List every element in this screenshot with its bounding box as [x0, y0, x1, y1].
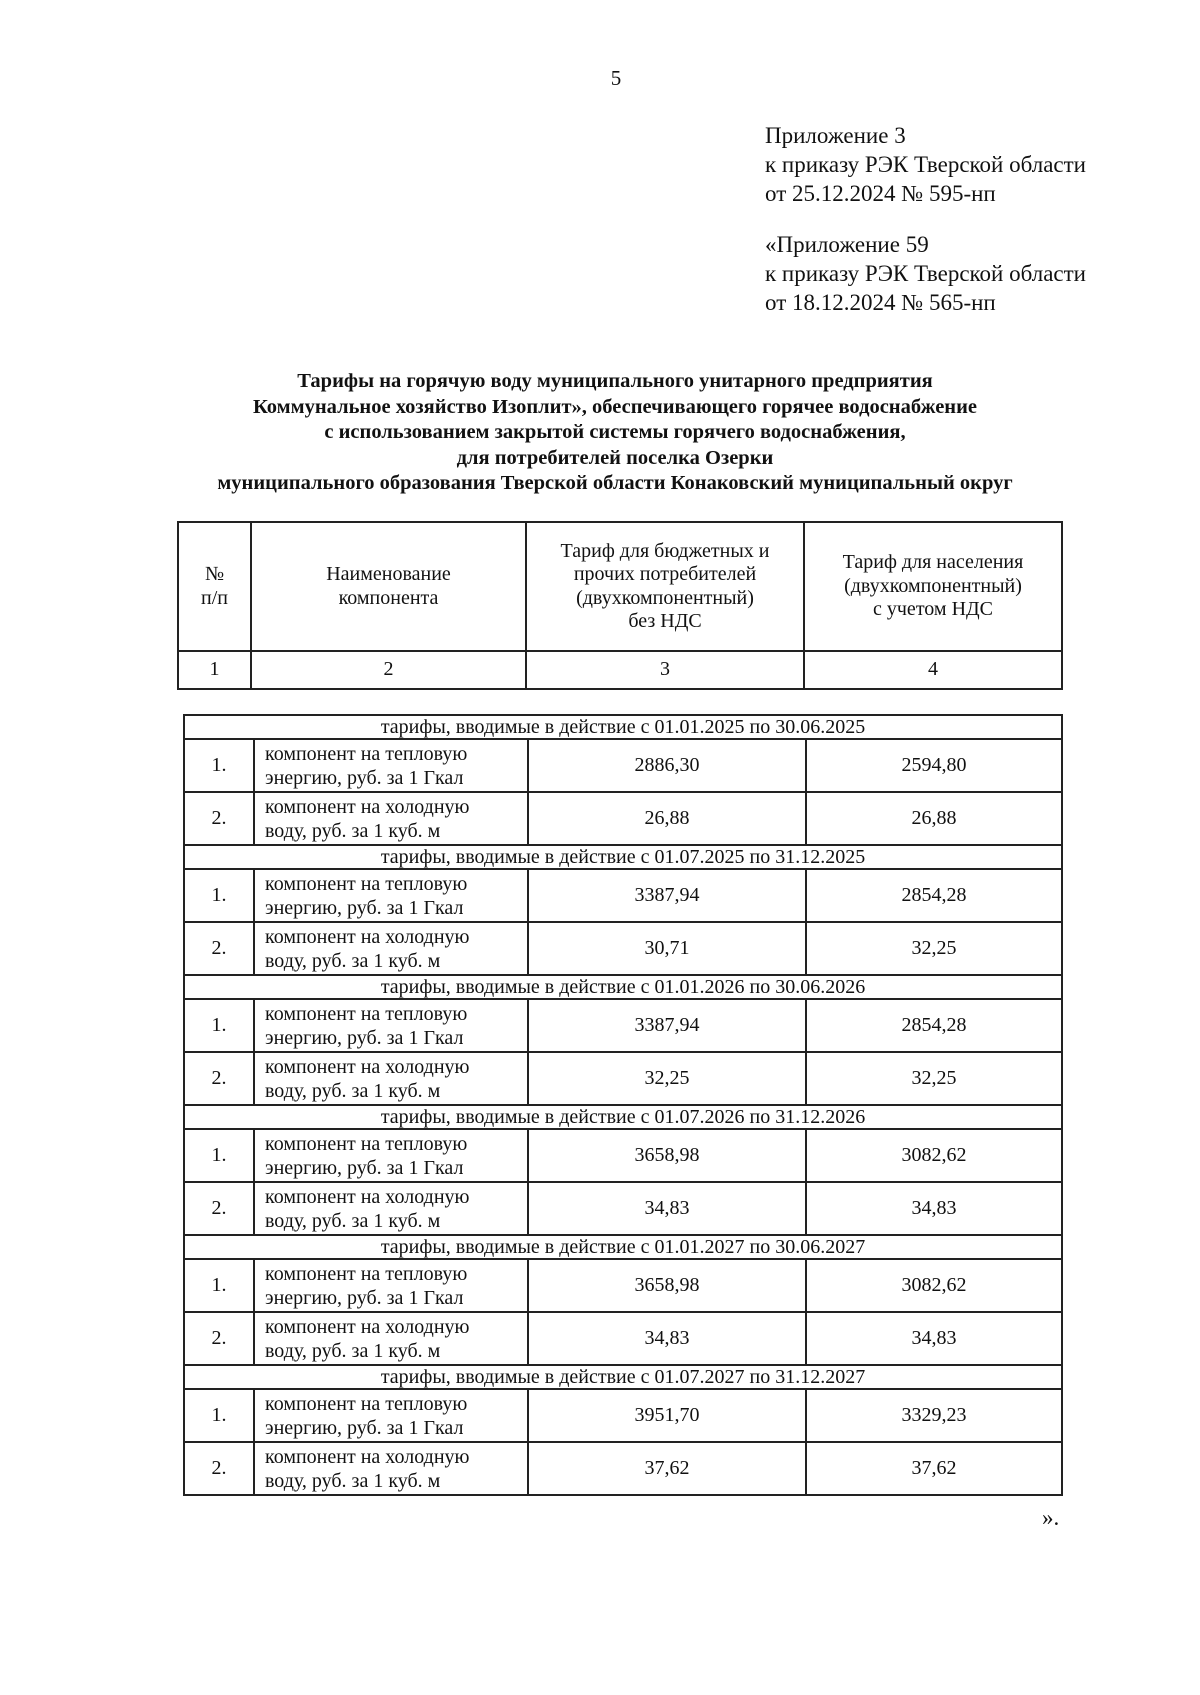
component-name-line: компонент на тепловую — [265, 1132, 468, 1155]
component-name-line: энергию, руб. за 1 Гкал — [265, 1286, 464, 1309]
period-label: тарифы, вводимые в действие с 01.07.2027 по 31.12.2027 — [184, 1365, 1062, 1389]
component-name — [254, 1052, 528, 1105]
header-text: прочих потребителей — [573, 563, 757, 585]
row-number: 1. — [184, 1129, 254, 1182]
table-row — [184, 1182, 1062, 1235]
row-number: 1. — [184, 1389, 254, 1442]
period-row — [184, 715, 1062, 739]
period-row — [184, 1235, 1062, 1259]
component-name — [254, 1389, 528, 1442]
period-label: тарифы, вводимые в действие с 01.07.2025 по 31.12.2025 — [184, 845, 1062, 869]
component-name-line: воду, руб. за 1 куб. м — [265, 1469, 441, 1492]
annex-title: «Приложение 59 — [765, 232, 929, 257]
component-name-line: компонент на тепловую — [265, 1262, 468, 1285]
row-number: 2. — [184, 1052, 254, 1105]
budget-tariff-value: 3951,70 — [528, 1389, 806, 1442]
component-name-line: воду, руб. за 1 куб. м — [265, 1339, 441, 1362]
population-tariff-value: 34,83 — [806, 1182, 1062, 1235]
column-number: 3 — [526, 651, 804, 689]
period-label: тарифы, вводимые в действие с 01.01.2027 по 30.06.2027 — [184, 1235, 1062, 1259]
component-name-line: компонент на тепловую — [265, 872, 468, 895]
component-name-line: компонент на холодную — [265, 795, 470, 818]
row-number: 2. — [184, 1312, 254, 1365]
row-number: 1. — [184, 999, 254, 1052]
budget-tariff-value: 3658,98 — [528, 1129, 806, 1182]
table-row — [184, 1052, 1062, 1105]
period-row — [184, 975, 1062, 999]
annex-order-date: от 25.12.2024 № 595-нп — [765, 181, 996, 206]
component-name-line: воду, руб. за 1 куб. м — [265, 819, 441, 842]
table-row — [184, 1442, 1062, 1495]
annex-reference-current — [765, 121, 1086, 208]
column-header-population-tariff — [804, 522, 1062, 651]
column-header-budget-tariff — [526, 522, 804, 651]
title-line: с использованием закрытой системы горячего водоснабжения, — [324, 421, 906, 443]
document-title — [100, 369, 1130, 497]
population-tariff-value: 3082,62 — [806, 1259, 1062, 1312]
table-row — [184, 1389, 1062, 1442]
header-text: Тариф для населения — [842, 551, 1024, 574]
closing-quote-mark: ». — [1042, 1505, 1060, 1530]
annex-title: Приложение 3 — [765, 123, 906, 148]
component-name — [254, 1129, 528, 1182]
budget-tariff-value: 2886,30 — [528, 739, 806, 792]
period-row — [184, 1105, 1062, 1129]
column-number: 2 — [251, 651, 526, 689]
budget-tariff-value: 30,71 — [528, 922, 806, 975]
population-tariff-value: 2854,28 — [806, 999, 1062, 1052]
component-name-line: компонент на холодную — [265, 925, 470, 948]
component-name-line: компонент на холодную — [265, 1445, 470, 1468]
table-row — [184, 999, 1062, 1052]
population-tariff-value: 3082,62 — [806, 1129, 1062, 1182]
component-name — [254, 792, 528, 845]
component-name-line: компонент на холодную — [265, 1315, 470, 1338]
header-text: (двухкомпонентный) — [576, 586, 754, 609]
annex-order-ref: к приказу РЭК Тверской области — [765, 261, 1086, 286]
component-name-line: компонент на холодную — [265, 1055, 470, 1078]
title-line: Тарифы на горячую воду муниципального унитарного предприятия — [297, 370, 933, 392]
header-text: с учетом НДС — [873, 598, 993, 621]
population-tariff-value: 32,25 — [806, 1052, 1062, 1105]
row-number: 1. — [184, 1259, 254, 1312]
population-tariff-value: 32,25 — [806, 922, 1062, 975]
population-tariff-value: 37,62 — [806, 1442, 1062, 1495]
component-name-line: воду, руб. за 1 куб. м — [265, 1209, 441, 1232]
header-row — [178, 522, 1062, 651]
column-header-number — [178, 522, 251, 651]
header-text: № — [204, 563, 225, 585]
population-tariff-value: 2594,80 — [806, 739, 1062, 792]
title-line: для потребителей поселка Озерки — [456, 446, 774, 469]
title-line: муниципального образования Тверской области Конаковский муниципальный округ — [217, 472, 1013, 494]
component-name-line: энергию, руб. за 1 Гкал — [265, 1416, 464, 1439]
budget-tariff-value: 26,88 — [528, 792, 806, 845]
component-name-line: энергию, руб. за 1 Гкал — [265, 1026, 464, 1049]
header-text: компонента — [338, 586, 439, 609]
header-text: (двухкомпонентный) — [844, 574, 1022, 597]
component-name-line: компонент на тепловую — [265, 1002, 468, 1025]
table-row — [184, 739, 1062, 792]
page-number: 5 — [610, 66, 622, 90]
budget-tariff-value: 3658,98 — [528, 1259, 806, 1312]
component-name-line: энергию, руб. за 1 Гкал — [265, 896, 464, 919]
component-name — [254, 1259, 528, 1312]
header-text: Тариф для бюджетных и — [560, 539, 770, 562]
row-number: 2. — [184, 922, 254, 975]
row-number: 1. — [184, 869, 254, 922]
component-name-line: компонент на тепловую — [265, 742, 468, 765]
period-label: тарифы, вводимые в действие с 01.01.2025 по 30.06.2025 — [184, 715, 1062, 739]
period-row — [184, 1365, 1062, 1389]
component-name-line: воду, руб. за 1 куб. м — [265, 949, 441, 972]
population-tariff-value: 3329,23 — [806, 1389, 1062, 1442]
component-name-line: компонент на холодную — [265, 1185, 470, 1208]
header-text: Наименование — [326, 563, 451, 585]
period-label: тарифы, вводимые в действие с 01.01.2026 по 30.06.2026 — [184, 975, 1062, 999]
column-number: 1 — [178, 651, 251, 689]
population-tariff-value: 34,83 — [806, 1312, 1062, 1365]
row-number: 2. — [184, 1182, 254, 1235]
component-name — [254, 1182, 528, 1235]
table-row — [184, 922, 1062, 975]
header-text: без НДС — [628, 610, 702, 632]
column-number: 4 — [804, 651, 1062, 689]
component-name-line: энергию, руб. за 1 Гкал — [265, 766, 464, 789]
title-line: Коммунальное хозяйство Изоплит», обеспечивающего горячее водоснабжение — [252, 395, 978, 418]
component-name — [254, 869, 528, 922]
budget-tariff-value: 32,25 — [528, 1052, 806, 1105]
budget-tariff-value: 37,62 — [528, 1442, 806, 1495]
table-row — [184, 869, 1062, 922]
budget-tariff-value: 3387,94 — [528, 869, 806, 922]
component-name — [254, 999, 528, 1052]
column-number-row — [178, 651, 1062, 689]
row-number: 2. — [184, 792, 254, 845]
component-name-line: воду, руб. за 1 куб. м — [265, 1079, 441, 1102]
tariff-data-table — [183, 714, 1063, 1496]
header-text: п/п — [201, 586, 228, 609]
row-number: 1. — [184, 739, 254, 792]
component-name — [254, 922, 528, 975]
population-tariff-value: 26,88 — [806, 792, 1062, 845]
tariff-header-table — [177, 521, 1063, 690]
component-name — [254, 1442, 528, 1495]
period-label: тарифы, вводимые в действие с 01.07.2026 по 31.12.2026 — [184, 1105, 1062, 1129]
table-row — [184, 1129, 1062, 1182]
annex-reference-previous — [765, 230, 1086, 317]
budget-tariff-value: 34,83 — [528, 1182, 806, 1235]
annex-order-date: от 18.12.2024 № 565-нп — [765, 290, 996, 315]
annex-order-ref: к приказу РЭК Тверской области — [765, 152, 1086, 177]
budget-tariff-value: 3387,94 — [528, 999, 806, 1052]
population-tariff-value: 2854,28 — [806, 869, 1062, 922]
column-header-component — [251, 522, 526, 651]
table-row — [184, 1312, 1062, 1365]
row-number: 2. — [184, 1442, 254, 1495]
component-name-line: компонент на тепловую — [265, 1392, 468, 1415]
table-row — [184, 1259, 1062, 1312]
component-name-line: энергию, руб. за 1 Гкал — [265, 1156, 464, 1179]
table-row — [184, 792, 1062, 845]
period-row — [184, 845, 1062, 869]
component-name — [254, 739, 528, 792]
component-name — [254, 1312, 528, 1365]
budget-tariff-value: 34,83 — [528, 1312, 806, 1365]
